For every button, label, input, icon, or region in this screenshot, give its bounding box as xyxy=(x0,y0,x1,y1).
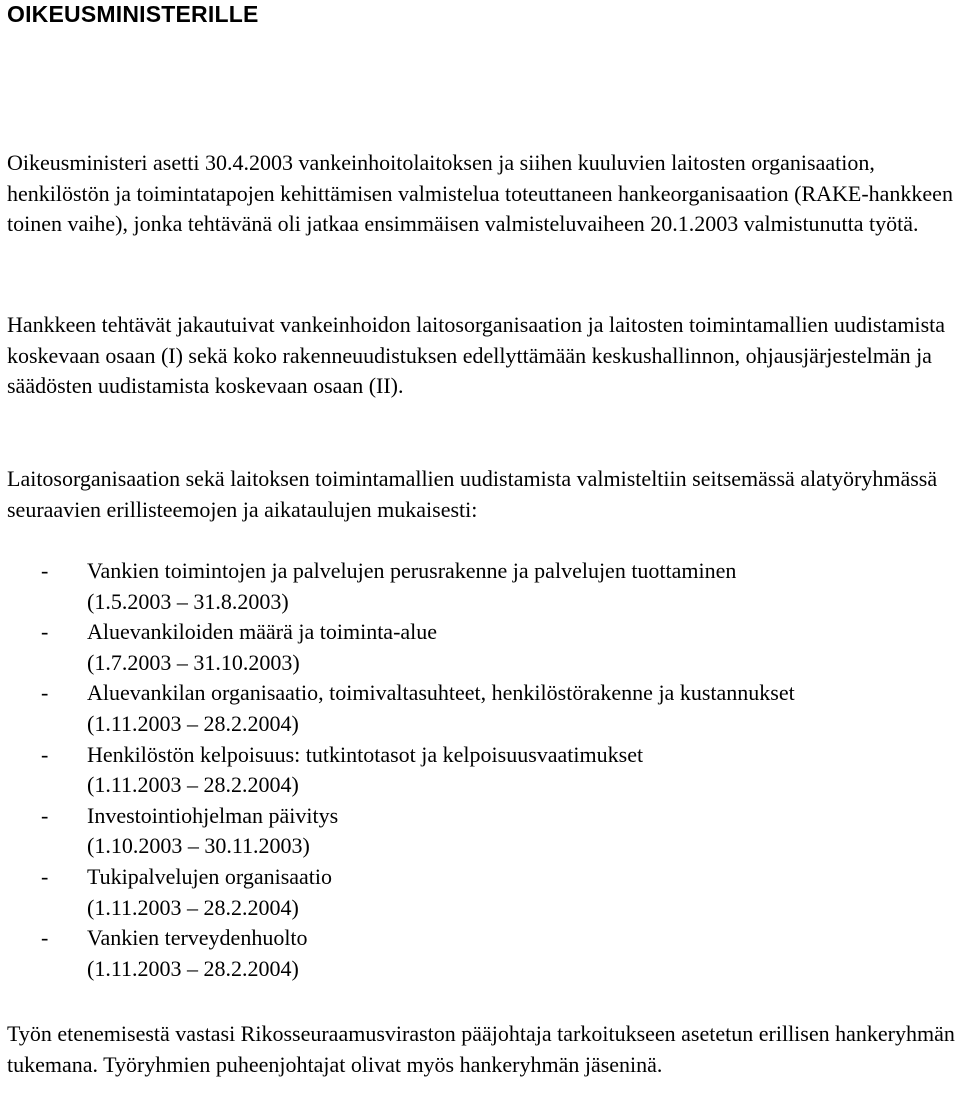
subgroup-period: (1.7.2003 – 31.10.2003) xyxy=(87,649,300,675)
subgroup-period: (1.5.2003 – 31.8.2003) xyxy=(87,588,289,614)
list-item xyxy=(7,801,957,862)
list-dash: - xyxy=(41,558,49,583)
subgroup-topic: Tukipalvelujen organisaatio xyxy=(87,863,333,889)
subgroup-period: (1.11.2003 – 28.2.2004) xyxy=(87,772,299,798)
list-dash: - xyxy=(41,680,49,706)
list-dash: - xyxy=(41,863,49,889)
list-dash: - xyxy=(41,619,49,645)
list-item xyxy=(7,678,957,739)
list-item xyxy=(7,862,957,923)
list-dash: - xyxy=(41,741,49,767)
list-item xyxy=(7,617,957,678)
document-heading: OIKEUSMINISTERILLE xyxy=(7,1,259,27)
paragraph-appointment: Oikeusministeri asetti 30.4.2003 vankeinhoitolaitoksen ja siihen kuuluvien laitosten organisaation, henkilöstön ja toimintatapojen kehittämisen valmistelua toteuttaneen hankeorganisaation (RAKE-hankkeen toinen vaihe), jonka tehtävänä oli jatkaa ensimmäisen valmisteluvaiheen 20.1.2003 valmistunutta työtä. xyxy=(7,150,953,236)
document-page xyxy=(7,0,957,1077)
paragraph-project-lead: Työn etenemisestä vastasi Rikosseuraamusviraston pääjohtaja tarkoitukseen asetetun erillisen hankeryhmän tukemana. Työryhmien puheenjohtajat olivat myös hankeryhmän jäseninä. xyxy=(7,1021,955,1077)
subgroup-list xyxy=(7,556,957,984)
subgroup-period: (1.11.2003 – 28.2.2004) xyxy=(87,955,299,981)
subgroup-period: (1.10.2003 – 30.11.2003) xyxy=(87,833,310,859)
list-item xyxy=(7,556,957,617)
subgroup-topic: Aluevankilan organisaatio, toimivaltasuhteet, henkilöstörakenne ja kustannukset xyxy=(87,680,795,706)
subgroup-topic: Investointiohjelman päivitys xyxy=(87,802,339,828)
list-item xyxy=(7,740,957,801)
paragraph-project-tasks: Hankkeen tehtävät jakautuivat vankeinhoidon laitosorganisaation ja laitosten toimintamallien uudistamista koskevaan osaan (I) sekä koko rakenneuudistuksen edellyttämään keskushallinnon, ohjausjärjestelmän ja säädösten uudistamista koskevaan osaan (II). xyxy=(7,312,946,398)
list-item xyxy=(7,923,957,984)
paragraph-subgroups-intro: Laitosorganisaation sekä laitoksen toimintamallien uudistamista valmisteltiin seitsemässä alatyöryhmässä seuraavien erillisteemojen ja aikataulujen mukaisesti: xyxy=(7,466,938,522)
list-dash: - xyxy=(41,802,49,828)
list-dash: - xyxy=(41,925,49,951)
subgroup-period: (1.11.2003 – 28.2.2004) xyxy=(87,894,299,920)
subgroup-topic: Vankien toimintojen ja palvelujen perusrakenne ja palvelujen tuottaminen xyxy=(87,558,737,583)
subgroup-topic: Vankien terveydenhuolto xyxy=(87,925,308,951)
subgroup-topic: Aluevankiloiden määrä ja toiminta-alue xyxy=(87,619,438,645)
subgroup-topic: Henkilöstön kelpoisuus: tutkintotasot ja kelpoisuusvaatimukset xyxy=(87,741,644,767)
subgroup-period: (1.11.2003 – 28.2.2004) xyxy=(87,710,299,736)
